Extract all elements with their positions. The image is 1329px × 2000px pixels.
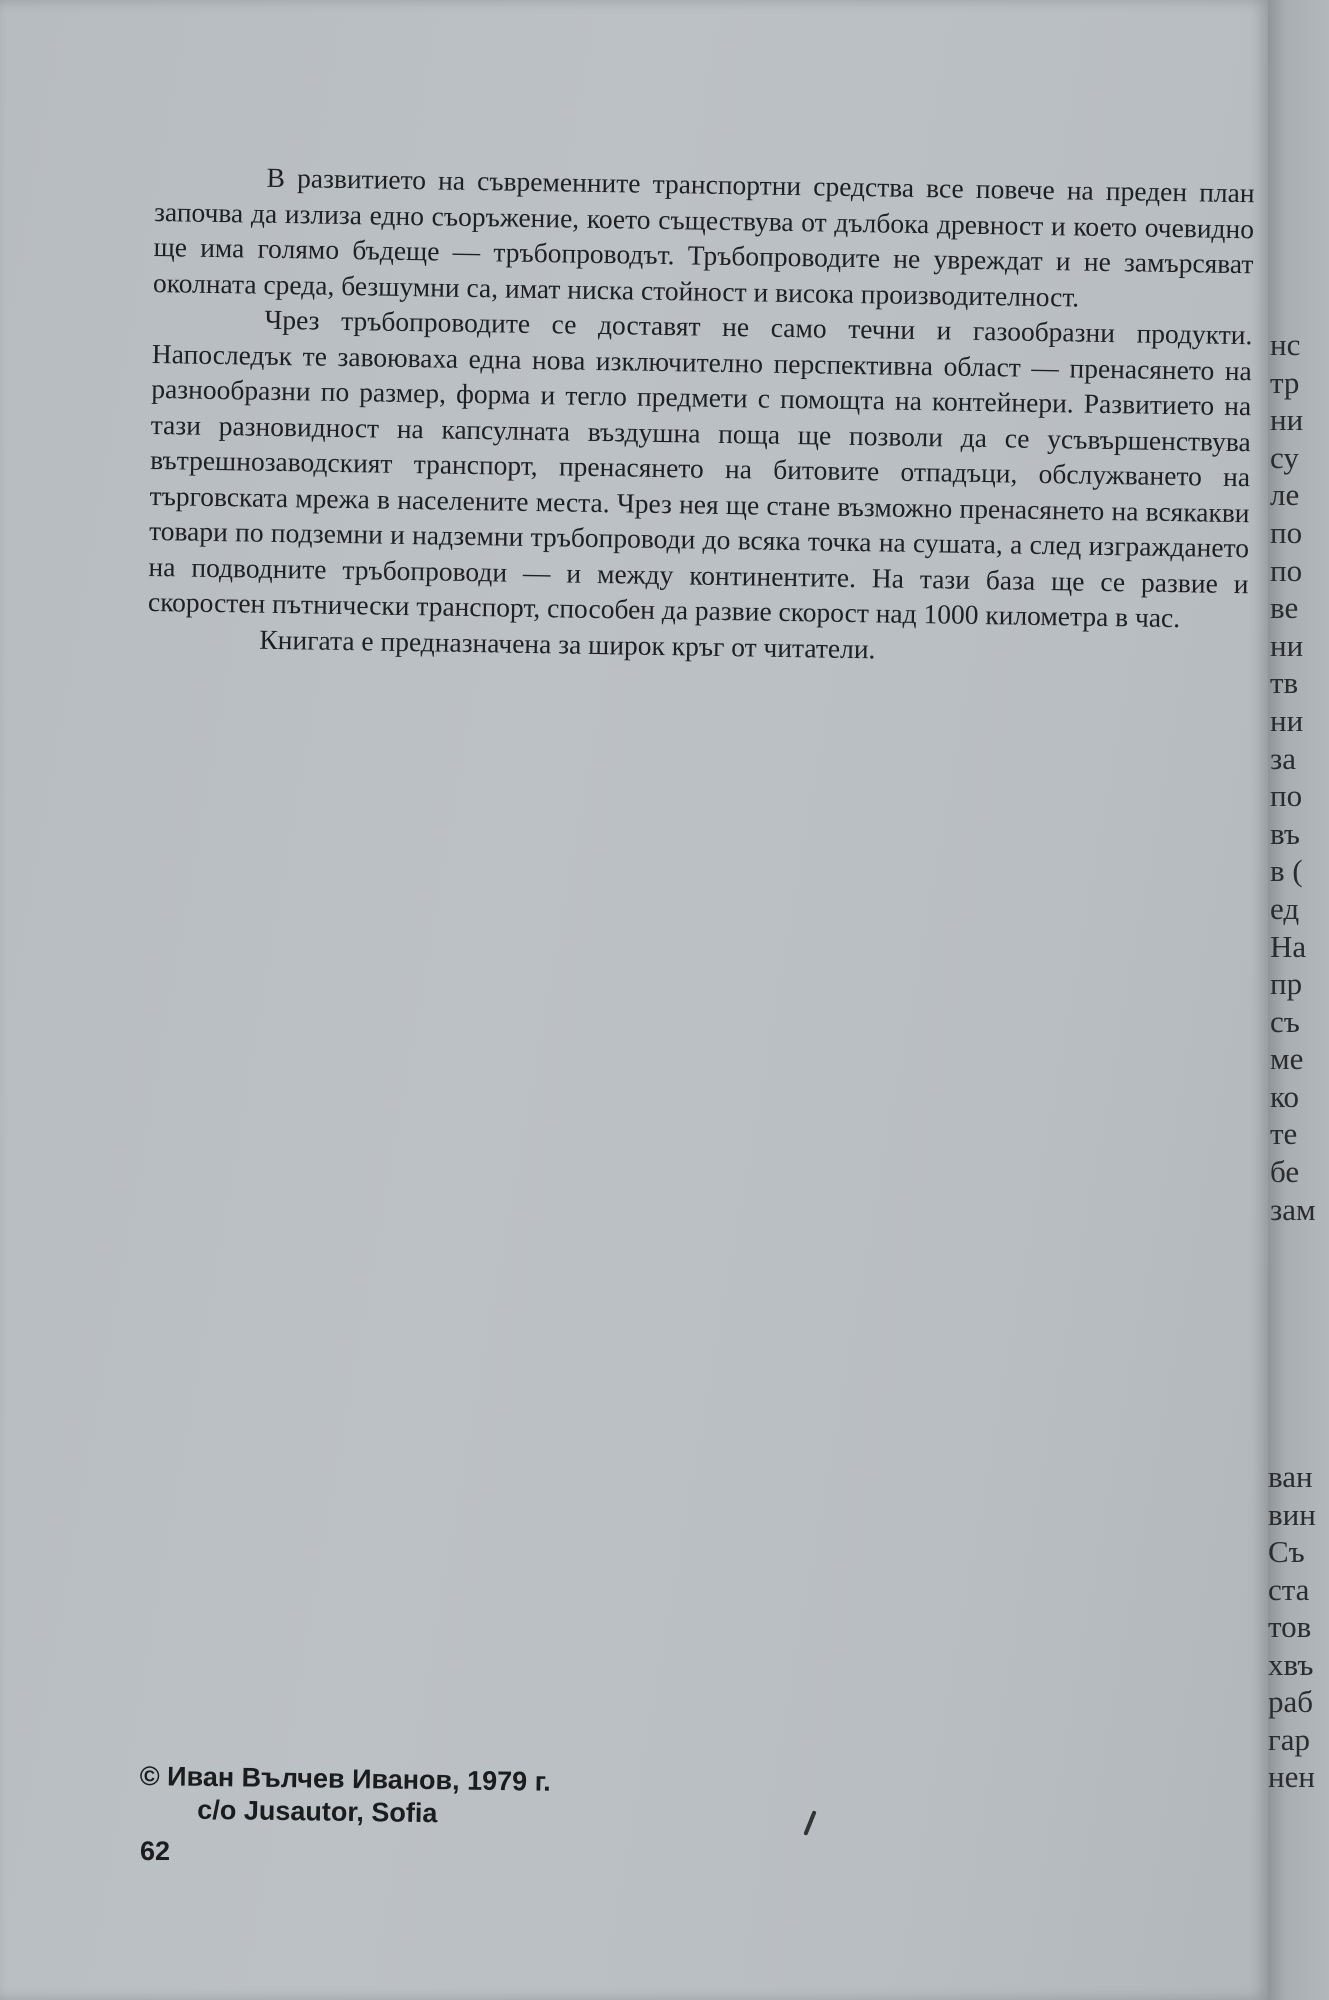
facing-fragment: по — [1270, 778, 1303, 814]
facing-fragment: по — [1270, 514, 1303, 550]
facing-fragment: вин — [1268, 1496, 1316, 1532]
facing-fragment: за — [1270, 740, 1297, 776]
facing-fragment: нс — [1270, 327, 1301, 362]
facing-fragment: тв — [1270, 665, 1299, 701]
paragraph-1: В развитието на съвременните транспортни средства все повече на преден план започва да излиза едно съоръжение, което съществува от дълбока древност и което очевидно ще има голямо бъдеще — тръбопроводът. Тръбопроводите не увреждат и не замърсяват околната среда, безшумни са, имат ниска стойност и висока производителност. — [152, 161, 1255, 313]
facing-fragment: въ — [1270, 815, 1300, 851]
facing-fragment: ме — [1270, 1041, 1304, 1077]
facing-fragment: гар — [1268, 1721, 1310, 1757]
facing-fragment: ни — [1270, 402, 1304, 438]
facing-fragment: На — [1270, 928, 1307, 964]
facing-fragment: те — [1270, 1116, 1298, 1152]
facing-fragment: зам — [1270, 1191, 1316, 1227]
facing-page-lower-column — [1268, 1458, 1329, 1796]
facing-fragment: ве — [1270, 590, 1299, 626]
facing-page-edge — [1268, 0, 1329, 2000]
facing-fragment: Съ — [1268, 1534, 1305, 1569]
facing-fragment: ле — [1270, 477, 1300, 513]
copyright-line-2: с/о Jusautor, Sofia — [197, 1794, 438, 1829]
facing-fragment: ста — [1268, 1571, 1310, 1607]
facing-fragment: тр — [1270, 364, 1300, 400]
body-text — [147, 158, 1255, 672]
paragraph-3: Книгата е предназначена за широк кръг от читатели. — [259, 623, 876, 664]
facing-fragment: ван — [1268, 1459, 1313, 1494]
facing-fragment: в ( — [1270, 853, 1303, 889]
facing-page-upper-column — [1270, 326, 1329, 1228]
facing-fragment: пр — [1270, 966, 1303, 1002]
copyright-line-1: © Иван Вълчев Иванов, 1979 г. — [139, 1760, 551, 1797]
paragraph-2: Чрез тръбопроводите се доставят не само течни и газообразни продукти. Напоследък те завоюваха една нова изключително перспективна област — пренасянето на разнообразни по размер, форма и тегло предмети с помощта на контейнери. Развитието на тази разновидност на капсулната въздушна поща ще позволи да се усъвършенствува вътрешнозаводският транспорт, пренасянето на битовите отпадъци, обслужването на търговската мрежа в населените места. Чрез нея ще стане възможно пренасянето на всякакви товари по подземни и надземни тръбопроводи до всяка точка на сушата, а след изграждането на подводните тръбопроводи — и между континентите. На тази база ще се развие и скоростен пътнически транспорт, способен да развие скорост над 1000 километра в час. — [147, 303, 1253, 634]
facing-fragment: хвъ — [1268, 1646, 1314, 1682]
facing-fragment: ни — [1270, 702, 1304, 738]
copyright-notice — [139, 1760, 551, 1832]
facing-fragment: съ — [1270, 1003, 1300, 1039]
pen-mark — [803, 1810, 816, 1836]
facing-fragment: раб — [1268, 1684, 1314, 1719]
facing-fragment: ед — [1270, 890, 1300, 926]
facing-fragment: тов — [1268, 1609, 1312, 1644]
page-number: 62 — [140, 1836, 171, 1866]
facing-fragment: ни — [1270, 627, 1304, 663]
facing-fragment: нен — [1268, 1759, 1315, 1794]
facing-fragment: ко — [1270, 1078, 1299, 1114]
facing-fragment: су — [1270, 439, 1299, 475]
facing-fragment: по — [1270, 552, 1303, 588]
facing-fragment: бе — [1270, 1154, 1300, 1190]
